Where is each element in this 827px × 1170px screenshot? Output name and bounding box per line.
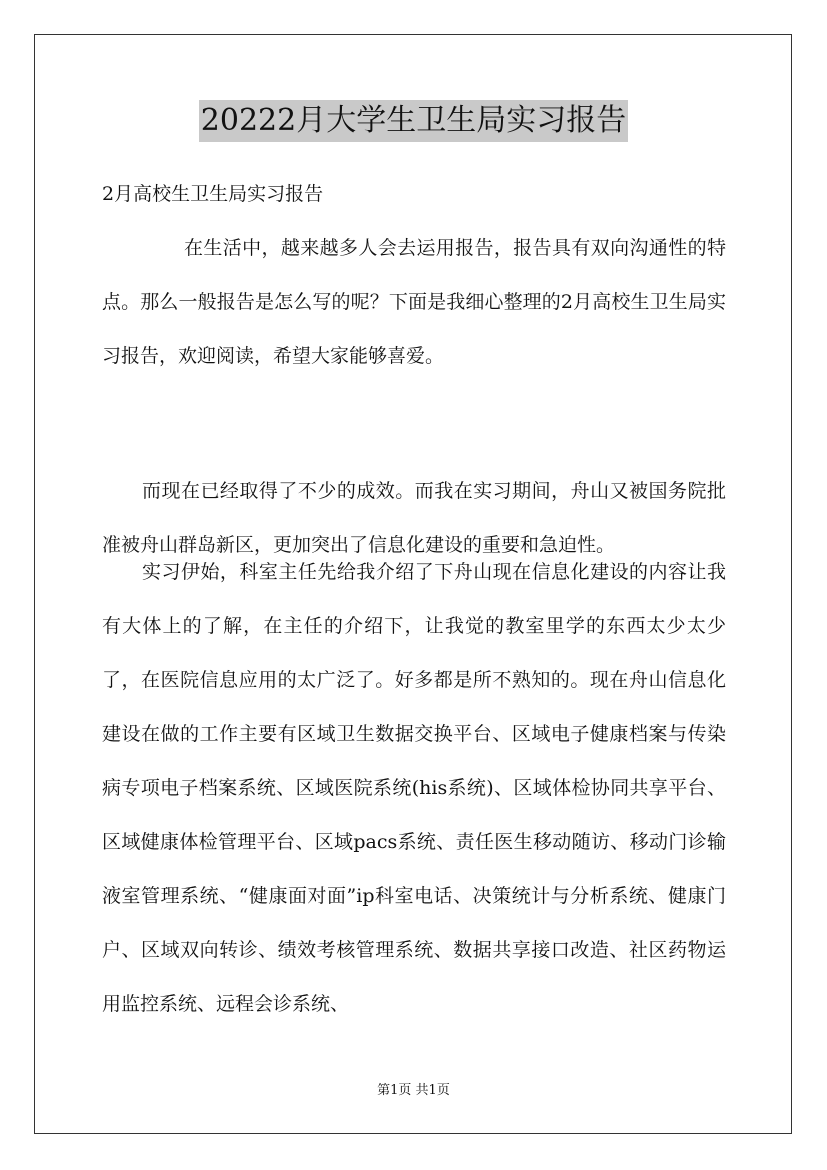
paragraph-internship: 实习伊始，科室主任先给我介绍了下舟山现在信息化建设的内容让我有大体上的了解，在主任的介绍下，让我觉的教室里学的东西太少太少了，在医院信息应用的太广泛了。好多都是所不熟知的。现在舟山信息化建设在做的工作主要有区域卫生数据交换平台、区域电子健康档案与传染病专项电子档案系统、区域医院系统(his系统)、区域体检协同共享平台、区域健康体检管理平台、区域pacs系统、责任医生移动随访、移动门诊输液室管理系统、“健康面对面”ip科室电话、决策统计与分析系统、健康门户、区域双向转诊、绩效考核管理系统、数据共享接口改造、社区药物运用监控系统、远程会诊系统、 [102, 561, 726, 1015]
paragraph-intro: 在生活中，越来越多人会去运用报告，报告具有双向沟通性的特点。那么一般报告是怎么写的呢？下面是我细心整理的2月高校生卫生局实习报告，欢迎阅读，希望大家能够喜爱。 [102, 237, 726, 367]
document-title: 20222月大学生卫生局实习报告 [199, 100, 628, 142]
title-container [0, 100, 827, 142]
document-subtitle: 2月高校生卫生局实习报告 [102, 183, 324, 205]
page-footer: 第1页 共1页 [377, 1083, 450, 1098]
paragraph-achievement: 而现在已经取得了不少的成效。而我在实习期间，舟山又被国务院批准被舟山群岛新区，更加突出了信息化建设的重要和急迫性。 [102, 480, 726, 556]
